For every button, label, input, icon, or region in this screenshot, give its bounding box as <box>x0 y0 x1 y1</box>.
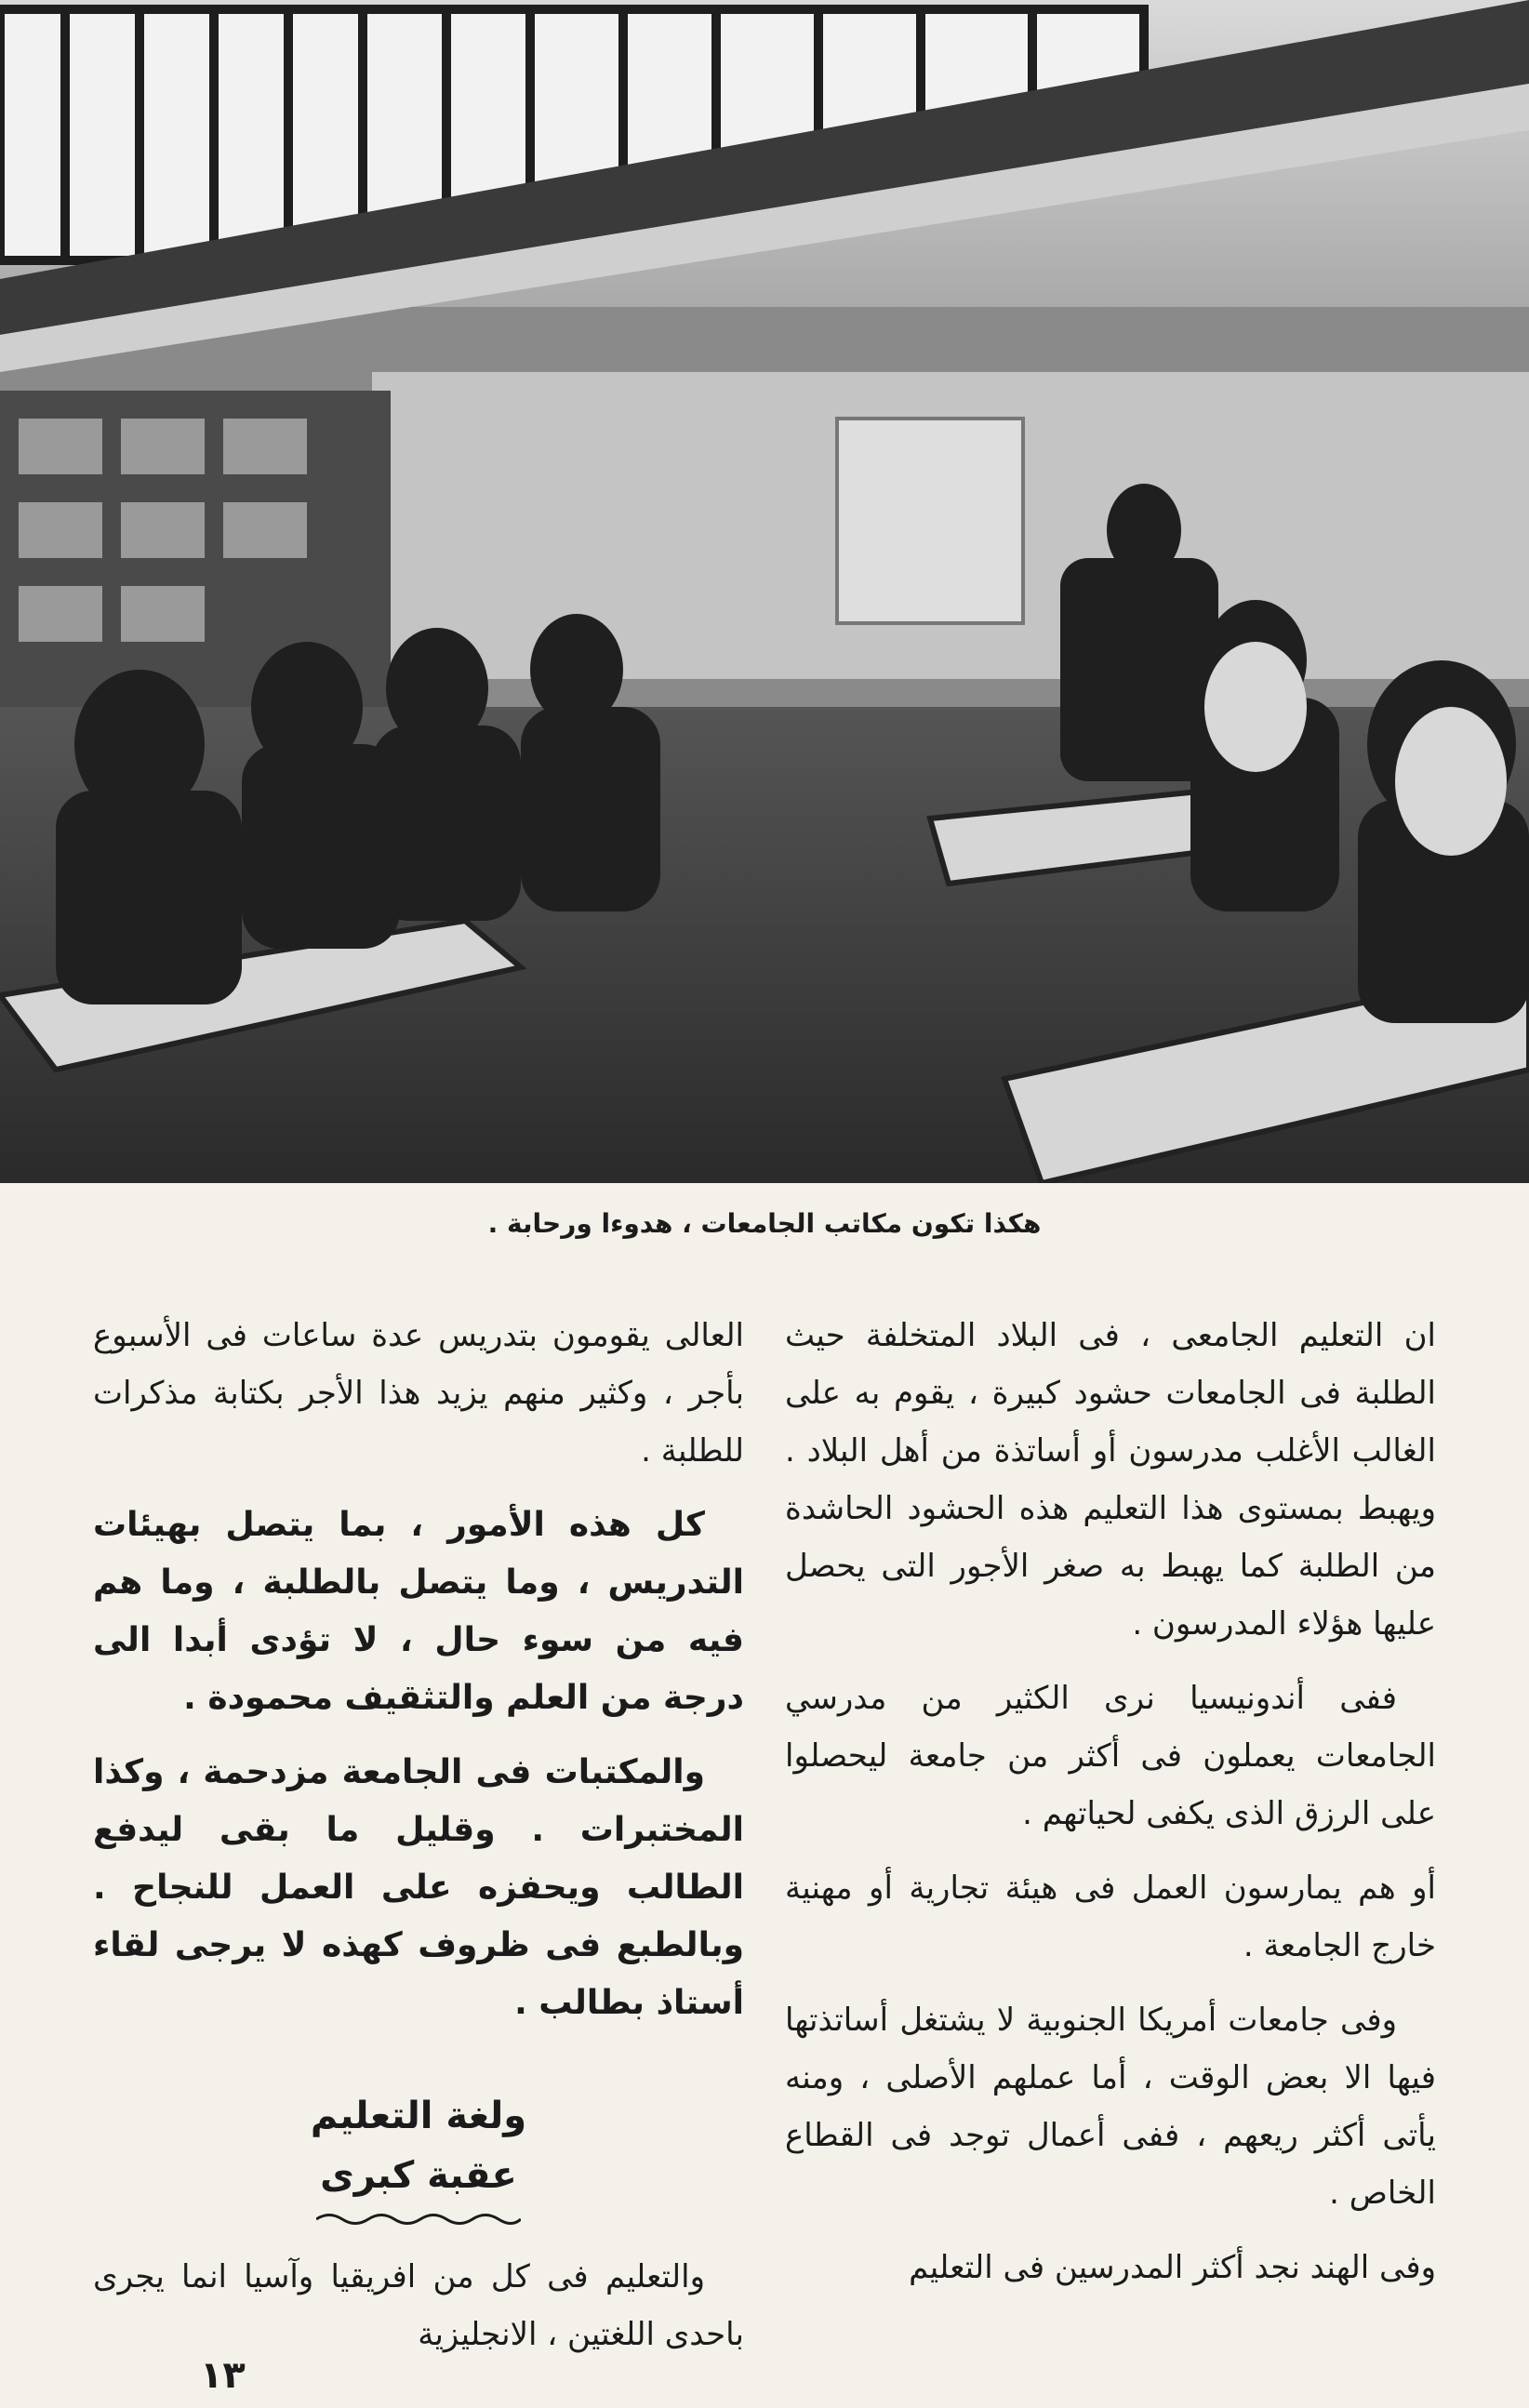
heading-underline-ornament <box>316 2211 521 2228</box>
library-photo-illustration <box>0 0 1529 1183</box>
paragraph: ففى أندونيسيا نرى الكثير من مدرسي الجامعات يعملون فى أكثر من جامعة ليحصلوا على الرزق الذى يكفى لحياتهم . <box>785 1680 1436 1832</box>
bold-paragraph: والمكتبات فى الجامعة مزدحمة ، وكذا المختبرات . وقليل ما بقى ليدفع الطالب ويحفزه على العمل للنجاح . وبالطبع فى ظروف كهذه لا يرجى لقاء أستاذ بطالب . <box>93 1753 744 2022</box>
library-photo <box>0 0 1529 1183</box>
section-heading-line-1: ولغة التعليم <box>310 2095 527 2137</box>
section-heading <box>93 2086 744 2205</box>
right-column <box>785 1307 1436 2313</box>
page-number: ١٣ <box>200 2354 246 2397</box>
paragraph: وفى الهند نجد أكثر المدرسين فى التعليم <box>909 2249 1436 2286</box>
paragraph: العالى يقومون بتدريس عدة ساعات فى الأسبوع بأجر ، وكثير منهم يزيد هذا الأجر بكتابة مذكرات للطلبة . <box>93 1317 744 1470</box>
paragraph: أو هم يمارسون العمل فى هيئة تجارية أو مهنية خارج الجامعة . <box>785 1869 1436 1964</box>
paragraph: ان التعليم الجامعى ، فى البلاد المتخلفة حيث الطلبة فى الجامعات حشود كبيرة ، يقوم به على الغالب الأغلب مدرسون أو أساتذة من أهل البلاد . ويهبط بمستوى هذا التعليم هذه الحشود الحاشدة من الطلبة كما يهبط به صغر الأجور التى يحصل عليها هؤلاء المدرسون . <box>785 1317 1436 1643</box>
photo-caption: هكذا تكون مكاتب الجامعات ، هدوءا ورحابة . <box>487 1208 1042 1239</box>
paragraph: وفى جامعات أمريكا الجنوبية لا يشتغل أساتذتها فيها الا بعض الوقت ، أما عملهم الأصلى ، ومنه يأتى أكثر ريعهم ، ففى أعمال توجد فى القطاع الخاص . <box>785 2002 1436 2212</box>
section-heading-line-2: عقبة كبرى <box>320 2154 517 2197</box>
bold-paragraph: كل هذه الأمور ، بما يتصل بهيئات التدريس ، وما يتصل بالطلبة ، وما هم فيه من سوء حال ، لا تؤدى أبدا الى درجة من العلم والتثقيف محمودة . <box>93 1506 744 1717</box>
paragraph: والتعليم فى كل من افريقيا وآسيا انما يجرى باحدى اللغتين ، الانجليزية <box>93 2258 744 2353</box>
left-column <box>93 1307 744 2380</box>
